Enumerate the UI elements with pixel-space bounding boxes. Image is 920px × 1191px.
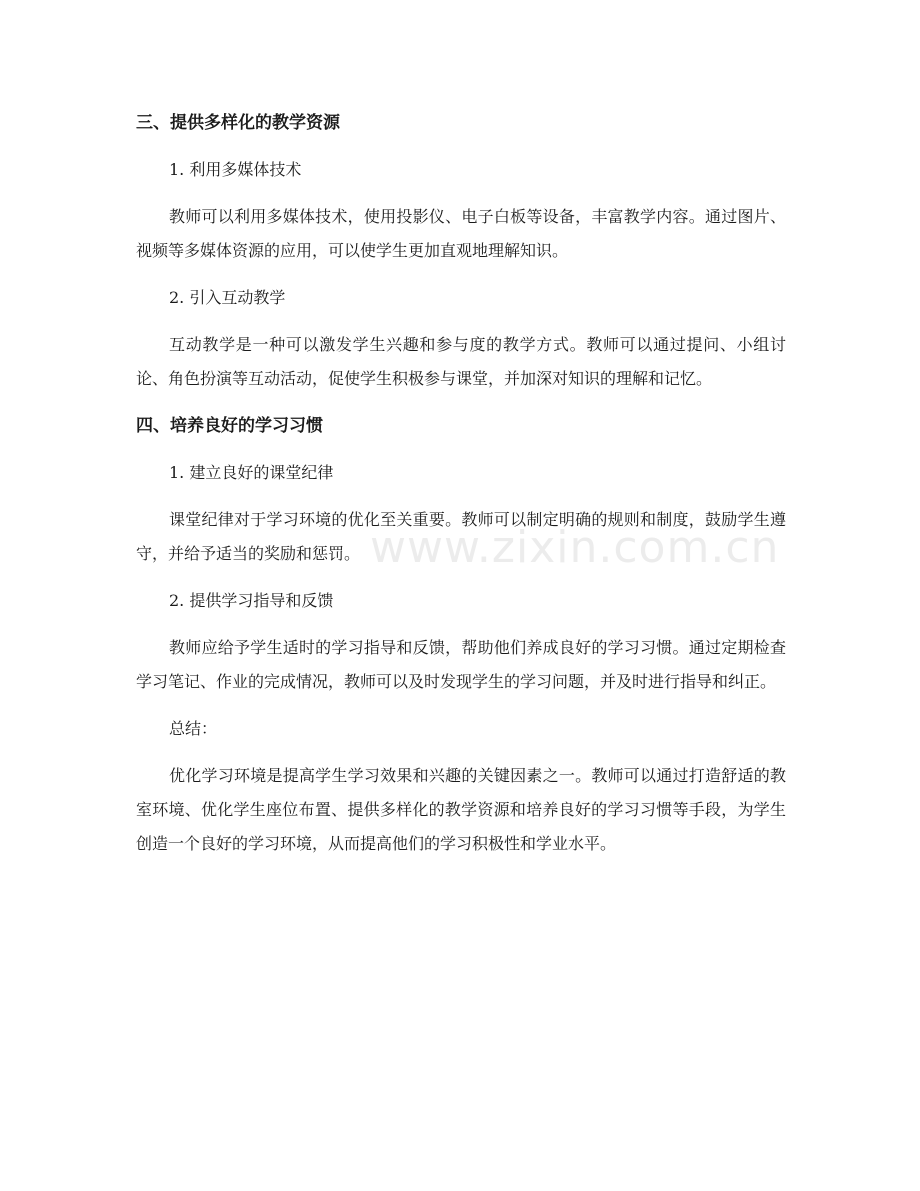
- sub-heading: 1. 利用多媒体技术: [169, 160, 302, 179]
- paragraph: 互动教学是一种可以激发学生兴趣和参与度的教学方式。教师可以通过提问、小组讨论、角色扮演等互动活动，促使学生积极参与课堂，并加深对知识的理解和记忆。: [136, 335, 786, 388]
- paragraph: 教师应给予学生适时的学习指导和反馈，帮助他们养成良好的学习习惯。通过定期检查学习笔记、作业的完成情况，教师可以及时发现学生的学习问题，并及时进行指导和纠正。: [136, 638, 786, 691]
- sub-heading: 2. 提供学习指导和反馈: [169, 591, 334, 610]
- summary-section: [136, 712, 786, 861]
- section-4: [136, 409, 786, 699]
- sub-heading: 2. 引入互动教学: [169, 288, 286, 307]
- summary-paragraph: 优化学习环境是提高学生学习效果和兴趣的关键因素之一。教师可以通过打造舒适的教室环境、优化学生座位布置、提供多样化的教学资源和培养良好的学习习惯等手段，为学生创造一个良好的学习环境，从而提高他们的学习积极性和学业水平。: [136, 766, 786, 853]
- document-body: [136, 106, 786, 874]
- paragraph: 课堂纪律对于学习环境的优化至关重要。教师可以制定明确的规则和制度，鼓励学生遵守，并给予适当的奖励和惩罚。: [136, 510, 786, 563]
- sub-heading: 1. 建立良好的课堂纪律: [169, 463, 334, 482]
- section-heading: 四、培养良好的学习习惯: [136, 416, 323, 436]
- summary-label: 总结：: [169, 719, 218, 738]
- paragraph: 教师可以利用多媒体技术，使用投影仪、电子白板等设备，丰富教学内容。通过图片、视频等多媒体资源的应用，可以使学生更加直观地理解知识。: [136, 207, 786, 260]
- watermark: www.zixin.com.cn: [370, 522, 780, 573]
- section-3: [136, 106, 786, 396]
- section-heading: 三、提供多样化的教学资源: [136, 113, 340, 133]
